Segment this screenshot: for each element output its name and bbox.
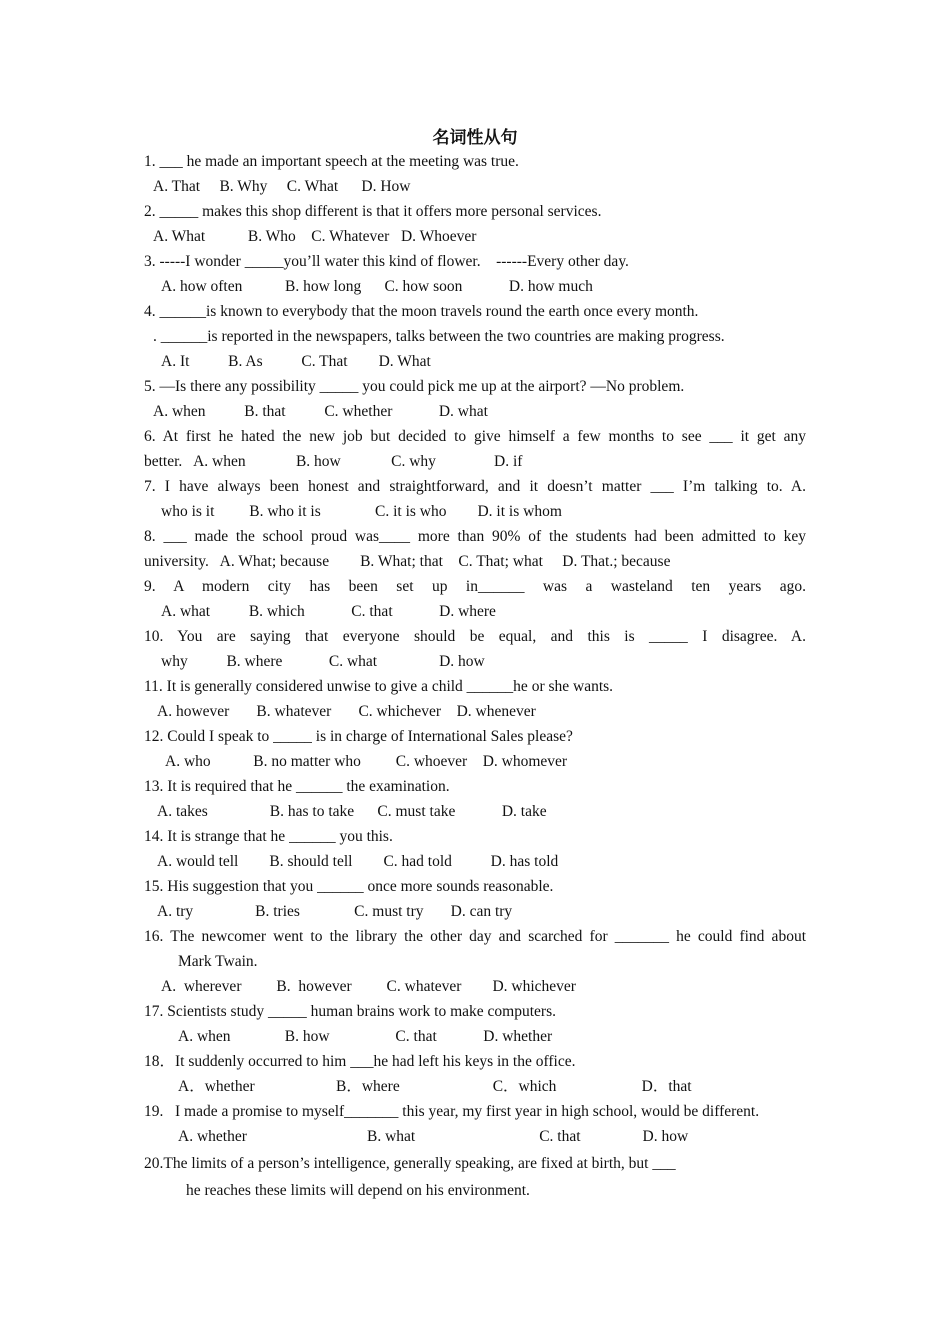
question-20-stem-2: he reaches these limits will depend on his environment.: [186, 1182, 530, 1199]
question-15-stem: 15. His suggestion that you ______ once more sounds reasonable.: [144, 878, 554, 895]
question-18-options: A．whether B．where C．which D．that: [178, 1078, 692, 1095]
question-4-options: A. It B. As C. That D. What: [161, 353, 431, 370]
question-17-options: A. when B. how C. that D. whether: [178, 1028, 553, 1045]
question-14-options: A. would tell B. should tell C. had told D. has told: [157, 853, 559, 870]
question-16-stem: 16. The newcomer went to the library the other day and scarched for _______ he could find about: [144, 928, 806, 945]
question-2-stem: 2. _____ makes this shop different is that it offers more personal services.: [144, 203, 602, 220]
question-11-stem: 11. It is generally considered unwise to give a child ______he or she wants.: [144, 678, 614, 695]
question-13-options: A. takes B. has to take C. must take D. take: [157, 803, 547, 820]
question-15-options: A. try B. tries C. must try D. can try: [157, 903, 513, 920]
question-8-options: university. A. What; because B. What; that C. That; what D. That.; because: [144, 553, 671, 570]
question-19-stem: 19. I made a promise to myself_______ this year, my first year in high school, would be different.: [144, 1103, 760, 1120]
question-12-stem: 12. Could I speak to _____ is in charge of International Sales please?: [144, 728, 573, 745]
question-13-stem: 13. It is required that he ______ the examination.: [144, 778, 450, 795]
question-18-stem: 18．It suddenly occurred to him ___he had left his keys in the office.: [144, 1053, 576, 1070]
question-3-options: A. how often B. how long C. how soon D. how much: [161, 278, 593, 295]
question-16-options: A. wherever B. however C. whatever D. whichever: [161, 978, 576, 995]
question-11-options: A. however B. whatever C. whichever D. whenever: [157, 703, 536, 720]
question-2-options: A. What B. Who C. Whatever D. Whoever: [153, 228, 477, 245]
page-title: 名词性从句: [432, 128, 518, 148]
question-3-stem: 3. -----I wonder _____you’ll water this kind of flower. ------Every other day.: [144, 253, 629, 270]
question-6-stem: 6. At first he hated the new job but decided to give himself a few months to see ___ it get any: [144, 428, 806, 445]
question-10-stem: 10. You are saying that everyone should be equal, and this is _____ I disagree. A.: [144, 628, 806, 645]
question-9-options: A. what B. which C. that D. where: [161, 603, 496, 620]
question-1-options: A. That B. Why C. What D. How: [153, 178, 411, 195]
question-7-options: who is it B. who it is C. it is who D. it is whom: [161, 503, 562, 520]
question-17-stem: 17. Scientists study _____ human brains work to make computers.: [144, 1003, 556, 1020]
question-16-stem-2: Mark Twain.: [178, 953, 258, 970]
question-5-options: A. when B. that C. whether D. what: [153, 403, 488, 420]
question-9-stem: 9. A modern city has been set up in______ was a wasteland ten years ago.: [144, 578, 806, 595]
question-8-stem: 8. ___ made the school proud was____ more than 90% of the students had been admitted to key: [144, 528, 806, 545]
question-4-stem: 4. ______is known to everybody that the moon travels round the earth once every month.: [144, 303, 699, 320]
question-20-stem: 20.The limits of a person’s intelligence, generally speaking, are fixed at birth, but ___: [144, 1155, 676, 1172]
question-12-options: A. who B. no matter who C. whoever D. whomever: [165, 753, 568, 770]
question-4-stem-2: . ______is reported in the newspapers, talks between the two countries are making progress.: [153, 328, 725, 345]
question-10-options: why B. where C. what D. how: [161, 653, 485, 670]
question-6-options: better. A. when B. how C. why D. if: [144, 453, 523, 470]
question-14-stem: 14. It is strange that he ______ you this.: [144, 828, 393, 845]
question-5-stem: 5. —Is there any possibility _____ you could pick me up at the airport? —No problem.: [144, 378, 685, 395]
question-1-stem: 1. ___ he made an important speech at the meeting was true.: [144, 153, 519, 170]
question-7-stem: 7. I have always been honest and straightforward, and it doesn’t matter ___ I’m talking to. A.: [144, 478, 806, 495]
question-19-options: A. whether B. what C. that D. how: [178, 1128, 689, 1145]
